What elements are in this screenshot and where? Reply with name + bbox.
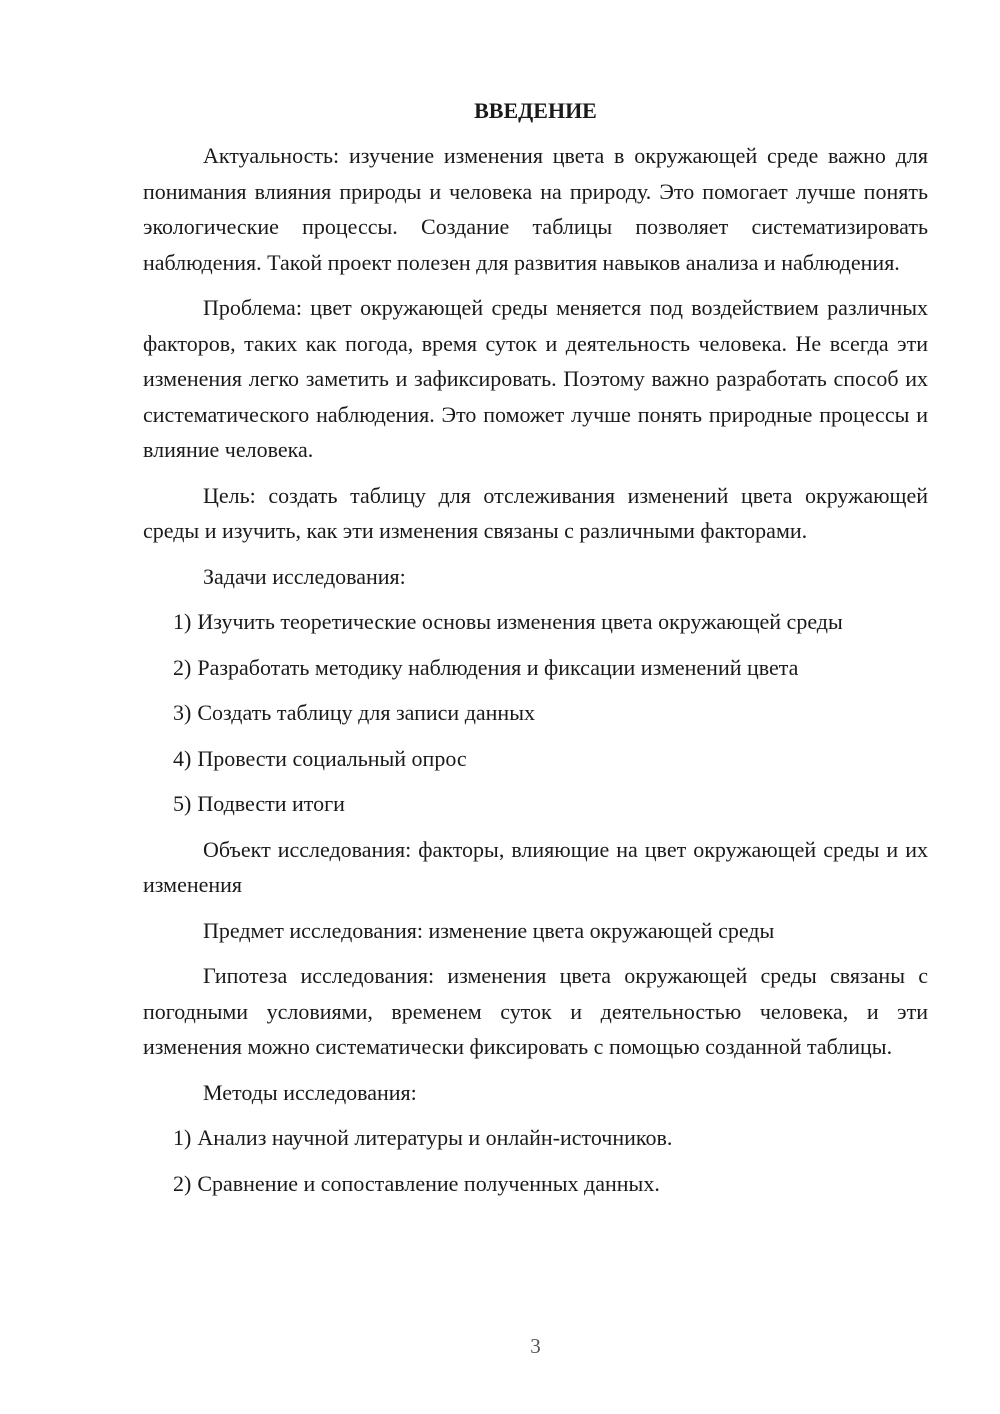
document-page [143,96,928,1211]
goal-paragraph: Цель: создать таблицу для отслеживания изменений цвета окружающей среды и изучить, как эти изменения связаны с различными факторами. [143,482,928,543]
tasks-list [143,604,928,822]
list-item: 4) Провести социальный опрос [173,745,467,771]
list-item: 1) Анализ научной литературы и онлайн-источников. [173,1125,673,1150]
methods-heading: Методы исследования: [203,1079,417,1105]
hypothesis-paragraph: Гипотеза исследования: изменения цвета окружающей среды связаны с погодными условиями, временем суток и деятельностью человека, и эти изменения можно систематически фиксировать с помощью созданной таблицы. [143,963,928,1059]
relevance-paragraph: Актуальность: изучение изменения цвета в окружающей среде важно для понимания влияния природы и человека на природу. Это помогает лучше понять экологические процессы. Создание таблицы позволяет систематизировать наблюдения. Такой проект полезен для развития навыков анализа и наблюдения. [143,143,928,275]
tasks-heading: Задачи исследования: [203,563,406,589]
subject-paragraph: Предмет исследования: изменение цвета окружающей среды [203,917,775,943]
object-paragraph: Объект исследования: факторы, влияющие на цвет окружающей среды и их изменения [143,836,928,897]
list-item: 2) Сравнение и сопоставление полученных данных. [173,1170,660,1196]
list-item: 5) Подвести итоги [173,791,345,816]
page-number: 3 [530,1334,541,1358]
methods-list [143,1120,928,1201]
list-item: 2) Разработать методику наблюдения и фиксации изменений цвета [173,654,799,680]
list-item: 1) Изучить теоретические основы изменения цвета окружающей среды [173,609,843,634]
page-title: ВВЕДЕНИЕ [474,98,597,123]
problem-paragraph: Проблема: цвет окружающей среды меняется под воздействием различных факторов, таких как погода, время суток и деятельность человека. Не всегда эти изменения легко заметить и зафиксировать. Поэтому важно разработать способ их систематического наблюдения. Это поможет лучше понять природные процессы и влияние человека. [143,295,928,462]
list-item: 3) Создать таблицу для записи данных [173,700,535,725]
